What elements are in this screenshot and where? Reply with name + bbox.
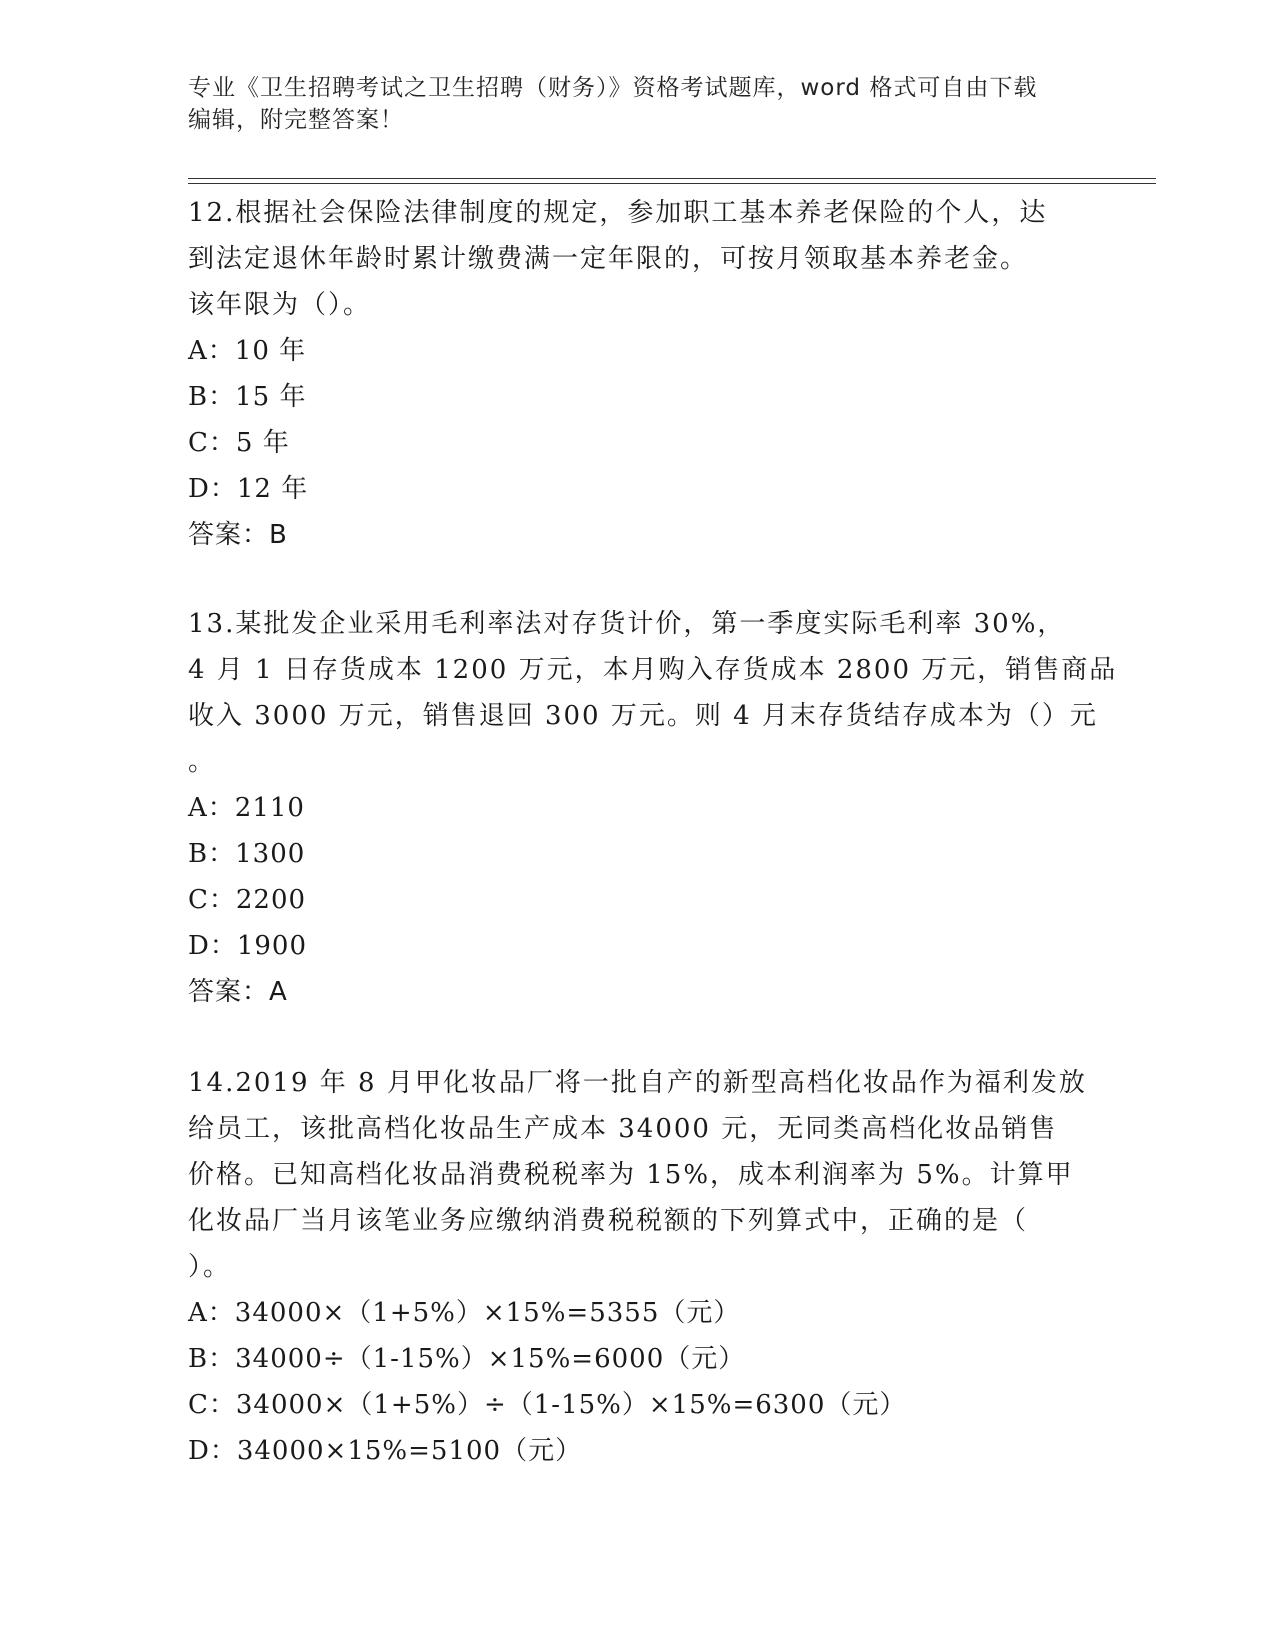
question-12	[188, 190, 1088, 558]
question-text-line: 。	[188, 747, 217, 777]
header-line-1: 专业《卫生招聘考试之卫生招聘（财务）》资格考试题库，word 格式可自由下载	[188, 75, 1038, 101]
header-divider-top	[188, 178, 1156, 179]
option-d: D：12 年	[188, 474, 309, 504]
question-text-line: ）。	[188, 1252, 232, 1282]
document-header	[188, 72, 1068, 136]
question-text-line: 14.2019 年 8 月甲化妆品厂将一批自产的新型高档化妆品作为福利发放	[188, 1068, 1087, 1098]
option-a: A：10 年	[188, 336, 307, 366]
question-text-line: 化妆品厂当月该笔业务应缴纳消费税税额的下列算式中，正确的是（	[188, 1206, 1029, 1236]
option-c: C：34000×（1+5%）÷（1-15%）×15%=6300（元）	[188, 1390, 907, 1420]
option-b: B：15 年	[188, 382, 307, 412]
option-b: B：34000÷（1-15%）×15%=6000（元）	[188, 1344, 746, 1374]
question-text-line: 收入 3000 万元，销售退回 300 万元。则 4 月末存货结存成本为（）元	[188, 701, 1098, 731]
answer-label: 答案：A	[188, 977, 288, 1007]
option-a: A：2110	[188, 793, 305, 823]
question-14	[188, 1060, 1088, 1474]
option-b: B：1300	[188, 839, 306, 869]
option-d: D：34000×15%=5100（元）	[188, 1436, 583, 1466]
option-a: A：34000×（1+5%）×15%=5355（元）	[188, 1298, 741, 1328]
question-text-line: 4 月 1 日存货成本 1200 万元，本月购入存货成本 2800 万元，销售商品	[188, 655, 1118, 685]
option-d: D：1900	[188, 931, 308, 961]
question-13	[188, 601, 1118, 1015]
header-line-2: 编辑，附完整答案！	[188, 107, 404, 133]
header-divider-bottom	[188, 183, 1156, 184]
answer-label: 答案：B	[188, 520, 288, 550]
question-text-line: 价格。已知高档化妆品消费税税率为 15%，成本利润率为 5%。计算甲	[188, 1160, 1074, 1190]
question-text-line: 13.某批发企业采用毛利率法对存货计价，第一季度实际毛利率 30%，	[188, 609, 1066, 639]
question-text-line: 到法定退休年龄时累计缴费满一定年限的，可按月领取基本养老金。	[188, 244, 1029, 274]
question-text-line: 12.根据社会保险法律制度的规定，参加职工基本养老保险的个人，达	[188, 198, 1048, 228]
option-c: C：5 年	[188, 428, 290, 458]
question-text-line: 给员工，该批高档化妆品生产成本 34000 元，无同类高档化妆品销售	[188, 1114, 1058, 1144]
option-c: C：2200	[188, 885, 307, 915]
question-text-line: 该年限为（）。	[188, 290, 372, 320]
